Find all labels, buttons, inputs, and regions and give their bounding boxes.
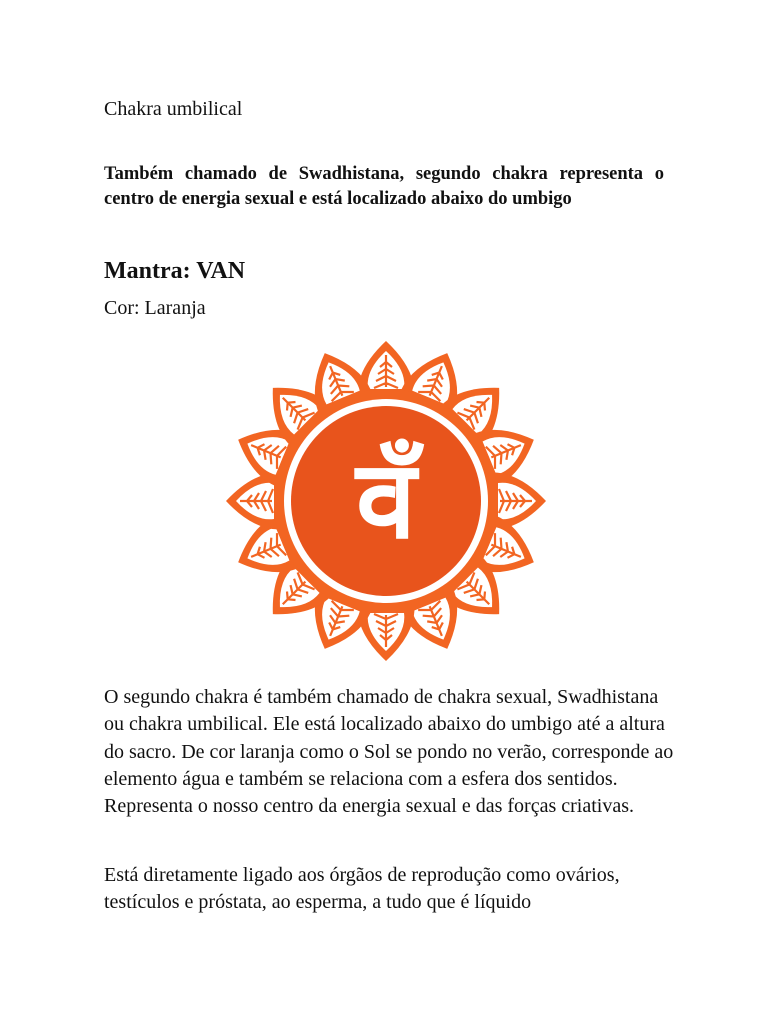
emblem-glyph: वँ: [355, 438, 417, 563]
sacral-chakra-lotus-icon: [226, 340, 546, 662]
page-heading: Chakra umbilical: [104, 98, 243, 120]
intro-paragraph: Também chamado de Swadhistana, segundo chakra representa o centro de energia sexual e está localizado abaixo do umbigo: [104, 164, 664, 209]
mantra-heading: Mantra: VAN: [104, 258, 246, 284]
body-paragraph-1: O segundo chakra é também chamado de chakra sexual, Swadhistana ou chakra umbilical. Ele está localizado abaixo do umbigo até a altura do sacro. De cor laranja como o Sol se pondo no verão, corresponde ao elemento água e também se relaciona com a esfera dos sentidos. Representa o nosso centro da energia sexual e das forças criativas.: [104, 686, 674, 818]
color-line: Cor: Laranja: [104, 297, 206, 319]
body-paragraph-2: Está diretamente ligado aos órgãos de reprodução como ovários, testículos e próstata, ao esperma, a tudo que é líquido: [104, 864, 620, 914]
